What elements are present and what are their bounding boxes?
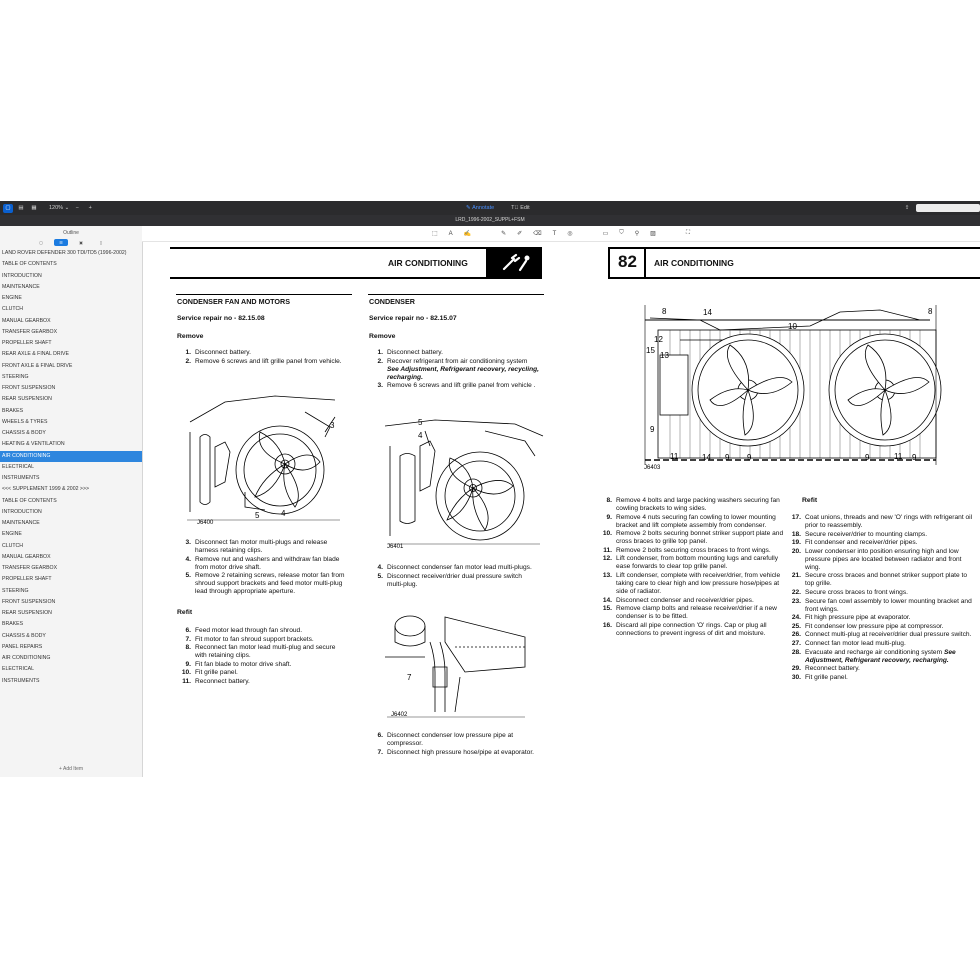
fig-callout-9: 9 (725, 453, 730, 462)
pen-icon: ✎ (466, 205, 471, 211)
document-title: LRD_1996-2002_SUPPL+FSM (0, 215, 980, 226)
fig-callout-8: 8 (662, 307, 667, 316)
fig-callout-7: 7 (407, 673, 412, 682)
list-item: 24. Fit high pressure pipe at evaporator. (791, 614, 911, 622)
fig-label-j6401: J6401 (387, 544, 404, 550)
list-item: 29. Reconnect battery. (791, 665, 860, 673)
list-item: 6. Feed motor lead through fan shroud. (185, 627, 303, 634)
sidebar-outline-item[interactable]: STEERING (2, 373, 29, 380)
sidebar-outline-item[interactable]: MAINTENANCE (2, 283, 40, 290)
list-item: 28. Evacuate and recharge air conditioning system See Adjustment, Refrigerant recovery, recharging. (791, 648, 956, 664)
list-item: 5. Disconnect receiver/drier dual pressure switch multi-plug. (377, 572, 522, 588)
fig-callout-14: 14 (703, 308, 712, 317)
col1-steps-remove (177, 349, 347, 366)
list-item: 13. Lift condenser, complete with receiver/drier, from vehicle taking care to clear high and low pressure hose/pipes at side of radiator. (602, 571, 781, 595)
list-item: 8. Remove 4 bolts and large packing washers securing fan cowling brackets to wing sides. (606, 497, 780, 512)
list-item: 11. Remove 2 bolts securing cross braces to front wings. (603, 546, 771, 554)
annotation-tab-icon[interactable]: ▣ (79, 240, 83, 245)
fig-callout-5: 5 (255, 511, 260, 520)
fig-callout-4: 4 (418, 431, 423, 440)
list-item: 15. Remove clamp bolts and release receiver/drier if a new condenser is to be fitted. (602, 605, 777, 621)
sidebar-outline-item[interactable]: ELECTRICAL (2, 666, 34, 673)
sidebar-outline-item[interactable]: FRONT SUSPENSION (2, 385, 56, 391)
list-item: 27. Connect fan motor lead multi-plug. (791, 639, 906, 647)
share-icon[interactable]: ⇪ (904, 205, 910, 211)
signature-tool-icon[interactable]: ✍ (463, 231, 472, 237)
bookmark-tab-icon[interactable]: ◻ (39, 240, 43, 245)
fig-label-j6403: J6403 (644, 465, 661, 470)
col1-section-title: CONDENSER FAN AND MOTORS (177, 297, 291, 306)
fig-callout-9: 9 (747, 453, 752, 462)
sidebar-outline-item[interactable]: PROPELLER SHAFT (2, 340, 52, 346)
sidebar-outline-item[interactable]: TABLE OF CONTENTS (2, 497, 57, 504)
annotation-toolbar (142, 226, 980, 242)
sidebar-outline-item[interactable]: TRANSFER GEARBOX (2, 565, 58, 571)
fig-callout-13: 13 (660, 351, 669, 360)
sidebar-outline-item[interactable]: CHASSIS & BODY (2, 430, 46, 436)
list-item: 9. Remove 4 nuts securing fan cowling to lower mounting bracket and lift complete assembly from condenser. (606, 513, 776, 529)
grid-view-icon[interactable]: ▦ (31, 205, 37, 211)
left-header-title: AIR CONDITIONING (388, 258, 468, 268)
image-tool-icon[interactable]: ▨ (650, 231, 656, 237)
list-item: 25. Fit condenser low pressure pipe at compressor. (791, 622, 944, 630)
fig-callout-9: 9 (865, 453, 870, 462)
list-item: 4. Disconnect condenser fan motor lead multi-plugs. (377, 564, 532, 571)
col1-refit-label: Refit (177, 609, 193, 616)
annotate-label: Annotate (472, 205, 495, 211)
condenser-assembly-figure (640, 300, 942, 470)
sidebar-outline-item[interactable]: CLUTCH (2, 306, 24, 313)
condenser-figure-2 (385, 612, 530, 722)
right-page-header (608, 247, 980, 279)
sidebar-outline-item[interactable]: FRONT AXLE & FINAL DRIVE (2, 362, 73, 369)
sidebar-outline-item[interactable]: MAINTENANCE (2, 520, 40, 526)
sidebar-outline-item[interactable]: REAR AXLE & FINAL DRIVE (2, 351, 69, 358)
sidebar-outline-item[interactable]: CLUTCH (2, 542, 24, 549)
list-item: 3. Disconnect fan motor multi-plugs and release harness retaining clips. (185, 539, 328, 554)
list-item: 22. Secure cross braces to front wings. (791, 588, 908, 596)
sidebar-outline-item[interactable]: ELECTRICAL (2, 463, 34, 470)
col2-repair-no: Service repair no - 82.15.07 (369, 315, 457, 322)
select-tool-icon[interactable]: ⬚ (431, 231, 438, 237)
fig-callout-12: 12 (654, 335, 663, 344)
sidebar-outline-item[interactable]: ENGINE (2, 531, 22, 538)
right-header-title: AIR CONDITIONING (654, 258, 734, 268)
pen-tool-icon[interactable]: ✎ (501, 231, 507, 237)
list-item: 3. Remove 6 screws and lift grille panel from vehicle . (377, 382, 536, 390)
col2-steps-final (369, 732, 539, 757)
fig-callout-10: 10 (788, 322, 797, 331)
thumbnail-view-icon[interactable]: ▤ (18, 205, 24, 211)
edit-label: Edit (520, 205, 530, 211)
list-item: 2. Remove 6 screws and lift grille panel from vehicle. (185, 357, 342, 365)
fan-motor-figure (185, 392, 345, 526)
sidebar-outline-item[interactable]: INTRODUCTION (2, 272, 42, 279)
right-refit-label: Refit (802, 497, 818, 504)
list-item: 26. Connect multi-plug at receiver/drier dual pressure switch. (791, 631, 972, 639)
sidebar-outline-item[interactable]: TRANSFER GEARBOX (2, 328, 58, 335)
sidebar-outline-item[interactable]: FRONT SUSPENSION (2, 598, 56, 605)
left-page-header (170, 247, 542, 279)
shape-tool-icon[interactable]: ◎ (567, 231, 573, 237)
condenser-figure-1 (385, 416, 545, 550)
outline-sidebar (0, 226, 143, 777)
annotate-tab[interactable] (466, 204, 494, 213)
outline-list (0, 248, 142, 687)
sidebar-outline-item[interactable]: INSTRUMENTS (2, 475, 40, 481)
textbox-tool-icon[interactable]: T (552, 230, 557, 237)
edit-tab[interactable] (511, 204, 530, 213)
list-item: 17. Coat unions, threads and new 'O' rings with refrigerant oil prior to reassembly. (791, 514, 973, 529)
fig-callout-14: 14 (702, 453, 711, 462)
sidebar-outline-item[interactable]: REAR SUSPENSION (2, 610, 52, 616)
sidebar-outline-item[interactable]: MANUAL GEARBOX (2, 553, 51, 560)
sidebar-outline-item[interactable]: <<< SUPPLEMENT 1999 & 2002 >>> (2, 486, 89, 493)
col1-repair-no: Service repair no - 82.15.08 (177, 315, 265, 322)
page-tab-icon[interactable]: ▯ (99, 240, 103, 245)
aircon-section-icon (486, 249, 542, 277)
single-page-view-icon[interactable]: ▢ (3, 204, 13, 213)
list-item: 21. Secure cross braces and bonnet striker support plate to top grille. (791, 572, 968, 588)
sidebar-outline-item[interactable]: MANUAL GEARBOX (2, 317, 51, 324)
list-item: 2. Recover refrigerant from air conditioning system See Adjustment, Refrigerant recovery, recycling, recharging. (377, 357, 539, 381)
fig-callout-11: 11 (894, 452, 903, 461)
stamp-tool-icon[interactable]: ⛉ (619, 230, 624, 236)
cross-reference-link[interactable]: See Adjustment, Refrigerant recovery, recharging. (805, 648, 956, 664)
right-col2-steps (787, 514, 977, 682)
sidebar-outline-item[interactable]: LAND ROVER DEFENDER 300 TDI/TD5 (1996-2002) (2, 250, 127, 256)
eraser-tool-icon[interactable]: ⌫ (533, 231, 542, 237)
list-item: 8. Reconnect fan motor lead multi-plug and secure with retaining clips. (185, 644, 336, 660)
fig-callout-9: 9 (650, 425, 655, 434)
list-item: 12. Lift condenser, from bottom mounting lugs and carefully ease forwards to clear top grille panel. (602, 555, 779, 571)
page-number: 82 (618, 252, 637, 271)
fig-callout-15: 15 (646, 346, 655, 355)
list-item: 4. Remove nut and washers and withdraw fan blade from motor drive shaft. (185, 555, 340, 571)
zoom-value: 120% (49, 205, 64, 211)
fig-callout-5: 5 (418, 418, 423, 427)
list-item: 1. Disconnect battery. (185, 349, 251, 356)
sidebar-outline-item[interactable]: ENGINE (2, 295, 22, 301)
sidebar-outline-item[interactable]: WHEELS & TYRES (2, 418, 48, 425)
fig-callout-11: 11 (670, 452, 679, 461)
fig-label-j6402: J6402 (391, 712, 408, 718)
fig-label-j6400: J6400 (197, 520, 214, 526)
list-item: 9. Fit fan blade to motor drive shaft. (185, 660, 292, 668)
sidebar-outline-item[interactable]: TABLE OF CONTENTS (2, 261, 57, 268)
sidebar-outline-item[interactable]: STEERING (2, 587, 29, 594)
fig-callout-8: 8 (928, 307, 933, 316)
sidebar-outline-item[interactable]: BRAKES (2, 407, 24, 414)
zoom-select[interactable]: 120% ⌄ (49, 205, 70, 211)
zoom-out-button[interactable]: − (75, 205, 79, 211)
col1-remove-label: Remove (177, 333, 204, 340)
text-edit-icon: T⃞ (511, 205, 519, 211)
list-item: 6. Disconnect condenser low pressure pipe at compressor. (377, 732, 514, 747)
list-item: 14. Disconnect condenser and receiver/drier pipes. (602, 596, 754, 604)
col2-steps-remove (369, 349, 539, 391)
fig-callout-3: 3 (330, 421, 335, 430)
search-input[interactable] (916, 204, 980, 212)
right-col1-steps (598, 497, 788, 638)
list-item: 11. Reconnect battery. (182, 677, 250, 685)
list-item: 18. Secure receiver/drier to mounting clamps. (791, 530, 928, 538)
sidebar-outline-item[interactable]: PANEL REPAIRS (2, 643, 43, 650)
list-item: 5. Remove 2 retaining screws, release motor fan from shroud support brackets and feed motor multi-plug lead through appropriate aperture. (185, 572, 345, 596)
list-item: 19. Fit condenser and receiver/drier pipes. (791, 539, 918, 547)
outline-tab-icon[interactable]: ☰ (54, 239, 68, 246)
sidebar-outline-item[interactable]: INSTRUMENTS (2, 677, 40, 684)
zoom-in-button[interactable]: + (88, 205, 92, 211)
sidebar-outline-item[interactable]: PROPELLER SHAFT (2, 576, 52, 583)
col1-steps-refit (177, 627, 347, 687)
sidebar-outline-item[interactable]: REAR SUSPENSION (2, 396, 52, 403)
sidebar-outline-item[interactable]: AIR CONDITIONING (2, 655, 51, 661)
list-item: 10. Fit grille panel. (181, 669, 238, 677)
sidebar-heading: Outline (63, 230, 79, 236)
crop-tool-icon[interactable]: ⛶ (685, 230, 691, 236)
col2-section-title: CONDENSER (369, 297, 415, 306)
list-item: 10. Remove 2 bolts securing bonnet striker support plate and cross braces to grille top panel. (602, 530, 784, 546)
list-item: 23. Secure fan cowl assembly to lower mounting bracket and front wings. (791, 597, 972, 613)
list-item: 1. Disconnect battery. (377, 349, 443, 356)
list-item: 20. Lower condenser into position ensuring high and low pressure pipes are located between radiator and front wing. (791, 547, 962, 571)
sidebar-outline-item[interactable]: AIR CONDITIONING (0, 451, 142, 462)
list-item: 7. Disconnect high pressure hose/pipe at evaporator. (377, 748, 534, 756)
text-tool-icon[interactable]: A (448, 230, 453, 237)
fig-callout-9: 9 (912, 453, 917, 462)
fig-callout-4: 4 (281, 509, 286, 518)
highlighter-tool-icon[interactable]: ✐ (517, 231, 523, 237)
main-toolbar (0, 201, 980, 215)
add-item-button[interactable]: + Add Item (58, 766, 84, 772)
list-item: 16. Discard all pipe connection 'O' rings. Cap or plug all connections to prevent ingress of dirt and moisture. (602, 621, 767, 637)
col2-steps-remove-cont (369, 564, 539, 589)
link-tool-icon[interactable]: ⚲ (634, 231, 640, 237)
list-item: 7. Fit motor to fan shroud support brackets. (185, 635, 314, 643)
note-tool-icon[interactable]: ▭ (602, 231, 609, 237)
sidebar-outline-item[interactable]: HEATING & VENTILATION (2, 441, 65, 448)
sidebar-outline-item[interactable]: BRAKES (2, 621, 24, 628)
list-item: 30. Fit grille panel. (791, 673, 848, 681)
col1-steps-remove-cont (177, 539, 347, 597)
col2-remove-label: Remove (369, 333, 396, 340)
cross-reference-link[interactable]: See Adjustment, Refrigerant recovery, recycling, recharging. (387, 365, 539, 381)
sidebar-outline-item[interactable]: CHASSIS & BODY (2, 632, 46, 639)
sidebar-outline-item[interactable]: INTRODUCTION (2, 508, 42, 515)
